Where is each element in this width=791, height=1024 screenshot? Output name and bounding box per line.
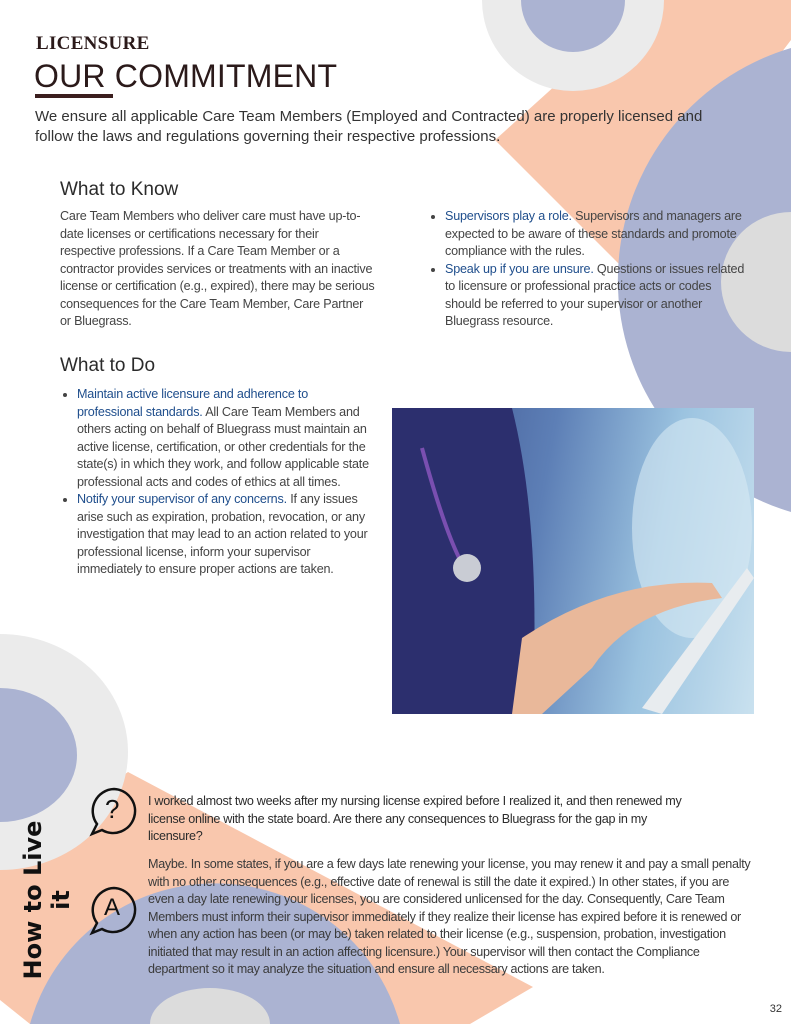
how-to-live-it-label: How to Live it	[19, 820, 75, 980]
what-to-do-heading: What to Do	[60, 355, 156, 376]
page-title: OUR COMMITMENT	[34, 58, 338, 94]
section-eyebrow: LICENSURE	[36, 33, 150, 54]
what-to-know-body: Care Team Members who deliver care must have up-to-date licenses or certifications necessary for their respective professions. If a Care Team Member or a contractor provides services or treatments with an inactive license or certification (e.g., expired), there may be serious consequences for the Care Team Member, Care Partner or Bluegrass.	[60, 209, 375, 328]
bullet-lead: Notify your supervisor of any concerns.	[77, 492, 287, 506]
bullet-text: Supervisors and managers are expected to be aware of these standards and promote compliance with the rules.	[445, 209, 742, 258]
answer-text: Maybe. In some states, if you are a few days late renewing your license, you may renew it and pay a small penalty with no other consequences (e.g., effective date of renewal is still the date it expired.) In other states, if you are even a day late renewing your licenses, you are considered unlicensed for the day. Consequently, Care Team Members must inform their supervisor immediately if they realize their license has expired before it is renewed or when any action has been (or may be) taken related to their license (e.g., suspension, probation, investigation initiated that may result in an action affecting licensure.) Your supervisor will then contact the Compliance department so it may analyze the situation and ensure all necessary actions are taken.	[148, 857, 751, 976]
bullet-lead: Speak up if you are unsure.	[445, 261, 594, 276]
bullet-lead: Supervisors play a role.	[445, 209, 572, 223]
bullet-text: All Care Team Members and others acting on behalf of Bluegrass must maintain an active license, certification, or other credentials for the state(s) in which they work, and follow applicable state professional acts and codes of ethics at all times.	[77, 404, 369, 489]
what-to-do-bullets	[62, 386, 369, 579]
list-item	[445, 261, 750, 331]
what-to-know-bullets	[430, 208, 750, 331]
question-bubble-icon: ?	[88, 786, 140, 838]
list-item	[77, 386, 369, 491]
list-item	[445, 208, 750, 261]
bullet-text: If any issues arise such as expiration, probation, revocation, or any investigation that may lead to an action related to your professional license, inform your supervisor immediately to ensure proper actions are taken.	[77, 492, 368, 576]
question-text: I worked almost two weeks after my nursing license expired before I realized it, and then renewed my license online with the state board. Are there any consequences to Bluegrass for the gap in my licensure?	[148, 794, 682, 843]
nurse-tablet-photo	[392, 408, 754, 714]
list-item	[77, 491, 369, 579]
title-underline	[35, 94, 113, 98]
page-number: 32	[769, 1003, 782, 1015]
bullet-text: Questions or issues related to licensure or professional practice acts or codes should be referred to your supervisor or another Bluegrass resource.	[445, 261, 745, 328]
answer-bubble-icon: A	[88, 885, 140, 937]
what-to-know-heading: What to Know	[60, 179, 179, 200]
bullet-lead: Maintain active licensure and adherence to professional standards.	[77, 387, 309, 419]
intro-paragraph: We ensure all applicable Care Team Members (Employed and Contracted) are properly licensed and follow the laws and regulations governing their respective professions.	[35, 108, 703, 145]
